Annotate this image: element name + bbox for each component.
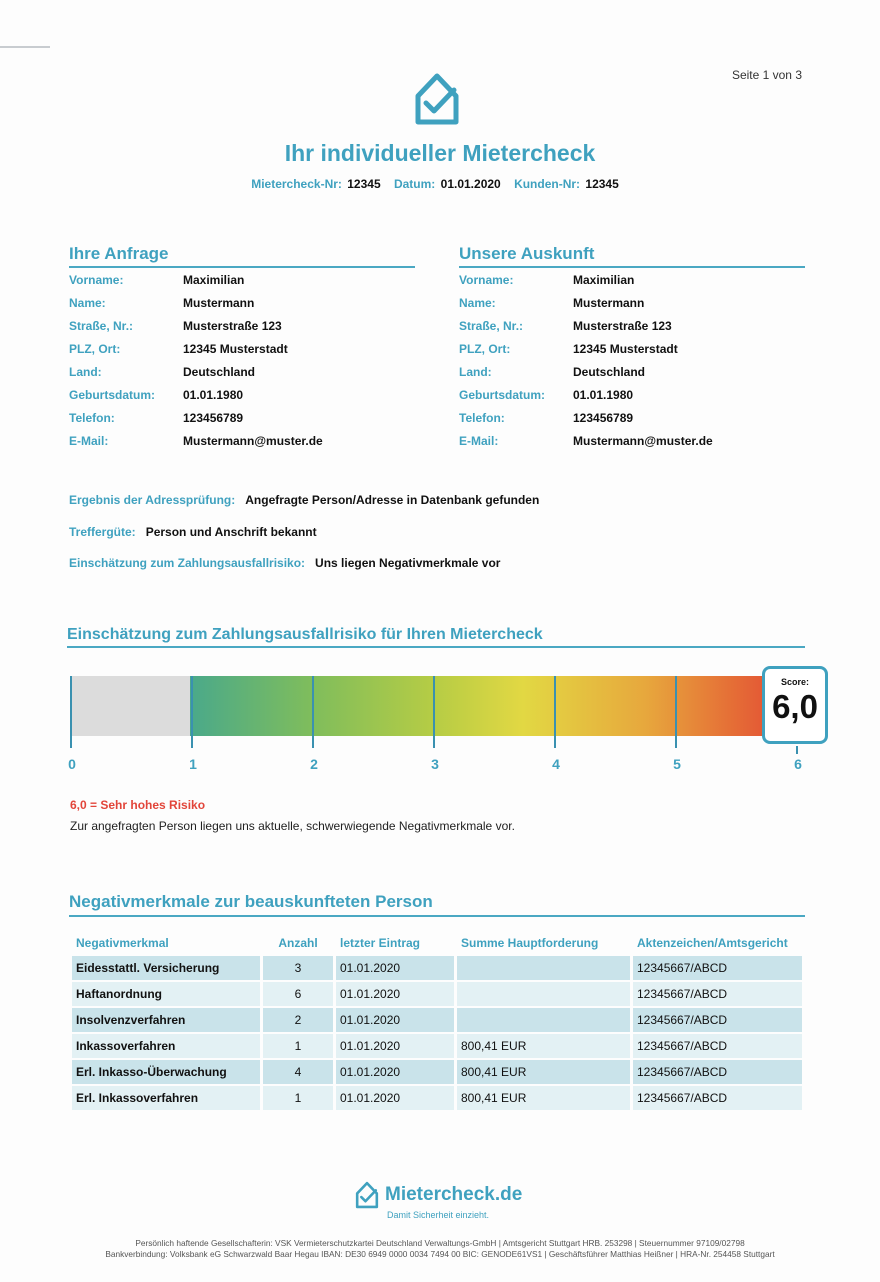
legal-line-2: Bankverbindung: Volksbank eG Schwarzwald Baar Hegau IBAN: DE30 6949 0000 0034 7494 00 BIC: GENODE61VS1 | Geschäftsführer Matthias Heißner | HRA-Nr. 254458 Stuttgart bbox=[105, 1249, 775, 1259]
risk-scale-gradient bbox=[190, 676, 796, 736]
field-label: PLZ, Ort: bbox=[459, 341, 511, 356]
risk-scale-tick bbox=[796, 746, 798, 754]
cell-count: 4 bbox=[263, 1060, 333, 1084]
field-value: Mustermann@muster.de bbox=[183, 433, 323, 448]
field-label: Geburtsdatum: bbox=[69, 387, 156, 402]
negatives-title: Negativmerkmale zur beauskunfteten Person bbox=[69, 892, 805, 917]
field-value: Musterstraße 123 bbox=[183, 318, 282, 333]
field-label: Vorname: bbox=[459, 272, 514, 287]
request-row bbox=[69, 314, 415, 337]
match-quality-label: Treffergüte: bbox=[69, 525, 136, 539]
response-section bbox=[459, 244, 805, 452]
field-label: Name: bbox=[69, 295, 106, 310]
field-value: 01.01.1980 bbox=[183, 387, 244, 402]
risk-assessment-value: Uns liegen Negativmerkmale vor bbox=[315, 556, 501, 570]
cell-date: 01.01.2020 bbox=[336, 982, 454, 1006]
footer-tagline: Damit Sicherheit einzieht. bbox=[387, 1210, 490, 1220]
risk-section-title: Einschätzung zum Zahlungsausfallrisiko für Ihren Mietercheck bbox=[67, 626, 805, 648]
risk-scale-tick-label: 4 bbox=[552, 756, 560, 772]
response-row bbox=[459, 268, 805, 291]
response-row bbox=[459, 337, 805, 360]
field-label: PLZ, Ort: bbox=[69, 341, 121, 356]
cell-date: 01.01.2020 bbox=[336, 1060, 454, 1084]
cell-name: Haftanordnung bbox=[72, 982, 260, 1006]
field-value: Mustermann bbox=[183, 295, 255, 310]
cell-name: Inkassoverfahren bbox=[72, 1034, 260, 1058]
cell-sum: 800,41 EUR bbox=[457, 1060, 630, 1084]
field-value: Deutschland bbox=[573, 364, 646, 379]
risk-scale-tick-label: 0 bbox=[68, 756, 76, 772]
response-row bbox=[459, 291, 805, 314]
table-row bbox=[72, 956, 802, 980]
cell-sum: 800,41 EUR bbox=[457, 1086, 630, 1110]
field-label: Land: bbox=[69, 364, 102, 379]
table-row bbox=[72, 1008, 802, 1032]
risk-assessment-result bbox=[69, 556, 500, 570]
column-header: letzter Eintrag bbox=[340, 936, 421, 950]
score-label: Score: bbox=[780, 677, 809, 687]
cell-date: 01.01.2020 bbox=[336, 1086, 454, 1110]
check-nr-label: Mietercheck-Nr: bbox=[251, 177, 342, 191]
table-header-row bbox=[72, 932, 802, 954]
legal-line-1: Persönlich haftende Gesellschafterin: VSK Vermieterschutzkartei Deutschland Verwaltungs-GmbH | Amtsgericht Stuttgart HRB. 253298 | Steuernummer 97109/02798 bbox=[135, 1238, 745, 1248]
address-check-value: Angefragte Person/Adresse in Datenbank gefunden bbox=[245, 493, 540, 507]
request-row bbox=[69, 268, 415, 291]
table-row bbox=[72, 1086, 802, 1110]
field-label: Name: bbox=[459, 295, 496, 310]
risk-scale-tick bbox=[312, 676, 314, 748]
risk-scale-tick bbox=[675, 676, 677, 748]
request-row bbox=[69, 406, 415, 429]
cell-date: 01.01.2020 bbox=[336, 1034, 454, 1058]
column-header: Summe Hauptforderung bbox=[461, 936, 599, 950]
request-row bbox=[69, 291, 415, 314]
field-value: 12345 Musterstadt bbox=[573, 341, 678, 356]
column-header: Aktenzeichen/Amtsgericht bbox=[637, 936, 788, 950]
field-label: Geburtsdatum: bbox=[459, 387, 546, 402]
cell-ref: 12345667/ABCD bbox=[633, 1086, 802, 1110]
cell-sum bbox=[457, 982, 630, 1006]
cell-name: Erl. Inkassoverfahren bbox=[72, 1086, 260, 1110]
field-value: 12345 Musterstadt bbox=[183, 341, 288, 356]
risk-scale-tick bbox=[70, 676, 72, 748]
risk-scale-empty-segment bbox=[70, 676, 190, 736]
cell-count: 1 bbox=[263, 1034, 333, 1058]
request-row bbox=[69, 337, 415, 360]
cell-ref: 12345667/ABCD bbox=[633, 956, 802, 980]
risk-scale-tick-label: 1 bbox=[189, 756, 197, 772]
address-check-label: Ergebnis der Adressprüfung: bbox=[69, 493, 236, 507]
customer-nr-label: Kunden-Nr: bbox=[514, 177, 581, 191]
risk-scale-tick bbox=[191, 676, 193, 748]
match-quality-result bbox=[69, 525, 317, 539]
table-row bbox=[72, 1034, 802, 1058]
cell-ref: 12345667/ABCD bbox=[633, 982, 802, 1006]
cell-sum bbox=[457, 956, 630, 980]
negatives-table bbox=[69, 930, 805, 1112]
footer-house-check-icon bbox=[354, 1180, 380, 1210]
cell-count: 6 bbox=[263, 982, 333, 1006]
field-value: Mustermann bbox=[573, 295, 645, 310]
risk-scale-tick-label: 2 bbox=[310, 756, 318, 772]
cell-name: Insolvenzverfahren bbox=[72, 1008, 260, 1032]
response-row bbox=[459, 383, 805, 406]
score-box bbox=[762, 666, 828, 744]
risk-description: Zur angefragten Person liegen uns aktuelle, schwerwiegende Negativmerkmale vor. bbox=[70, 819, 515, 833]
risk-scale-tick-label: 3 bbox=[431, 756, 439, 772]
page-number: Seite 1 von 3 bbox=[731, 68, 802, 82]
table-row bbox=[72, 982, 802, 1006]
field-value: 123456789 bbox=[573, 410, 634, 425]
cell-sum: 800,41 EUR bbox=[457, 1034, 630, 1058]
field-label: Land: bbox=[459, 364, 492, 379]
field-label: Vorname: bbox=[69, 272, 124, 287]
field-label: Telefon: bbox=[69, 410, 115, 425]
field-value: 01.01.1980 bbox=[573, 387, 634, 402]
field-label: E-Mail: bbox=[69, 433, 109, 448]
request-row bbox=[69, 360, 415, 383]
cell-name: Erl. Inkasso-Überwachung bbox=[72, 1060, 260, 1084]
response-row bbox=[459, 429, 805, 452]
request-title: Ihre Anfrage bbox=[69, 244, 415, 268]
cell-ref: 12345667/ABCD bbox=[633, 1008, 802, 1032]
check-nr-value: 12345 bbox=[347, 177, 381, 191]
document-title: Ihr individueller Mietercheck bbox=[284, 140, 596, 166]
risk-scale-tick bbox=[433, 676, 435, 748]
risk-scale-tick-label: 5 bbox=[673, 756, 681, 772]
response-row bbox=[459, 406, 805, 429]
cell-count: 3 bbox=[263, 956, 333, 980]
risk-rating-text: 6,0 = Sehr hohes Risiko bbox=[70, 798, 206, 812]
cell-name: Eidesstattl. Versicherung bbox=[72, 956, 260, 980]
column-header: Anzahl bbox=[278, 936, 318, 950]
risk-scale bbox=[70, 676, 810, 776]
field-value: Deutschland bbox=[183, 364, 256, 379]
cell-date: 01.01.2020 bbox=[336, 1008, 454, 1032]
match-quality-value: Person und Anschrift bekannt bbox=[145, 525, 317, 539]
risk-scale-tick bbox=[554, 676, 556, 748]
date-value: 01.01.2020 bbox=[440, 177, 501, 191]
cell-ref: 12345667/ABCD bbox=[633, 1060, 802, 1084]
response-row bbox=[459, 360, 805, 383]
corner-divider bbox=[0, 46, 50, 48]
response-title: Unsere Auskunft bbox=[459, 244, 805, 268]
field-label: Straße, Nr.: bbox=[69, 318, 134, 333]
risk-scale-tick-label: 6 bbox=[794, 756, 802, 772]
field-label: Straße, Nr.: bbox=[459, 318, 524, 333]
address-check-result bbox=[69, 493, 539, 507]
cell-count: 2 bbox=[263, 1008, 333, 1032]
field-value: Mustermann@muster.de bbox=[573, 433, 713, 448]
response-row bbox=[459, 314, 805, 337]
field-value: 123456789 bbox=[183, 410, 244, 425]
field-label: E-Mail: bbox=[459, 433, 499, 448]
field-label: Telefon: bbox=[459, 410, 505, 425]
document-meta bbox=[0, 177, 880, 191]
field-value: Musterstraße 123 bbox=[573, 318, 672, 333]
cell-count: 1 bbox=[263, 1086, 333, 1110]
column-header: Negativmerkmal bbox=[76, 936, 169, 950]
date-label: Datum: bbox=[393, 177, 436, 191]
footer-brand: Mietercheck.de bbox=[385, 1184, 523, 1205]
cell-date: 01.01.2020 bbox=[336, 956, 454, 980]
field-value: Maximilian bbox=[573, 272, 635, 287]
cell-sum bbox=[457, 1008, 630, 1032]
request-row bbox=[69, 429, 415, 452]
score-value: 6,0 bbox=[772, 688, 818, 725]
house-check-logo-icon bbox=[413, 70, 461, 128]
request-section bbox=[69, 244, 415, 452]
cell-ref: 12345667/ABCD bbox=[633, 1034, 802, 1058]
table-row bbox=[72, 1060, 802, 1084]
field-value: Maximilian bbox=[183, 272, 245, 287]
customer-nr-value: 12345 bbox=[585, 177, 619, 191]
request-row bbox=[69, 383, 415, 406]
risk-assessment-label: Einschätzung zum Zahlungsausfallrisiko: bbox=[69, 556, 306, 570]
